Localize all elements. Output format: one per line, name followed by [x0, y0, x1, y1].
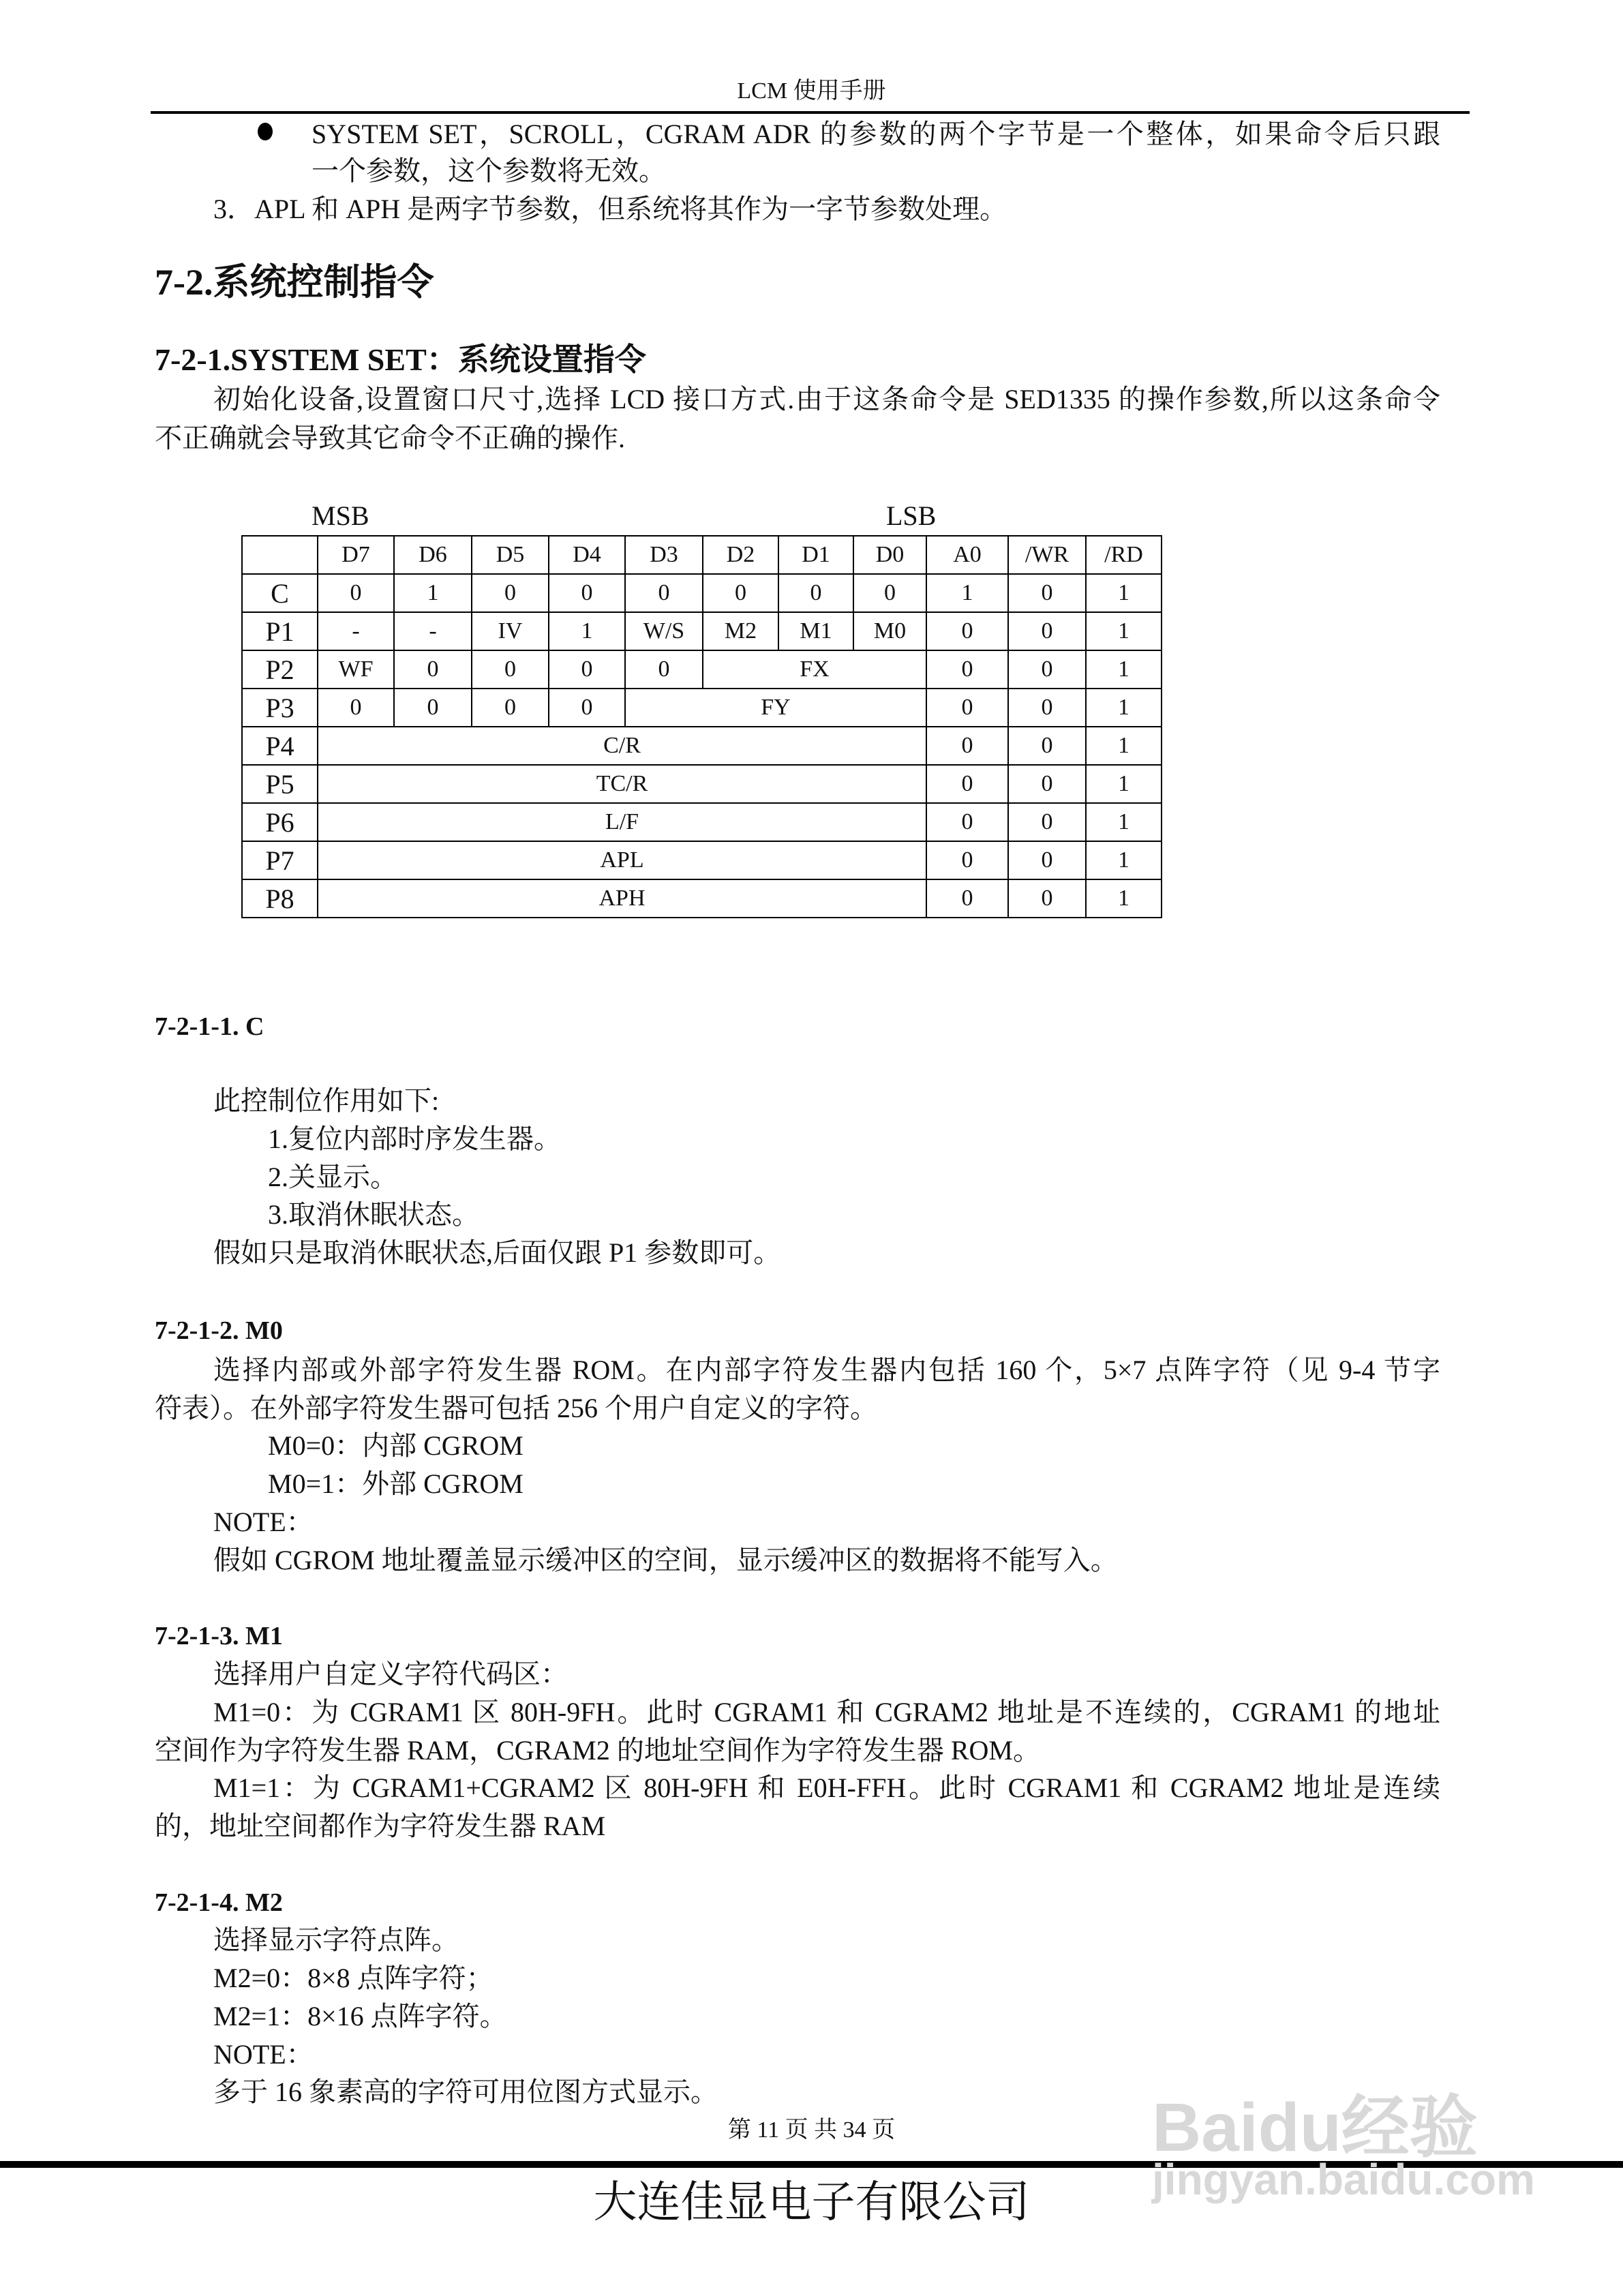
page-number: 第 11 页 共 34 页: [727, 2117, 896, 2143]
column-header: D6: [394, 536, 472, 574]
table-cell: APH: [318, 879, 926, 918]
row-label: P6: [242, 803, 318, 841]
m0-title: 7-2-1-2. M0: [155, 1316, 283, 1345]
table-cell: WF: [318, 650, 394, 689]
table-cell: -: [394, 612, 472, 650]
table-cell: 0: [472, 689, 549, 727]
table-cell: 0: [1008, 879, 1086, 918]
m1-intro: 选择用户自定义字符代码区：: [213, 1659, 568, 1689]
table-row: [242, 765, 1162, 803]
table-row: [242, 650, 1162, 689]
table-cell: FX: [703, 650, 926, 689]
column-header: D2: [703, 536, 778, 574]
table-cell: 0: [926, 689, 1008, 727]
table-cell: IV: [472, 612, 549, 650]
table-cell: 0: [1008, 612, 1086, 650]
header-rule: [151, 111, 1470, 114]
table-cell: 0: [926, 879, 1008, 918]
table-row: [242, 727, 1162, 765]
c-item-1: 1.复位内部时序发生器。: [268, 1123, 561, 1154]
table-cell: W/S: [625, 612, 703, 650]
table-cell: 0: [1008, 727, 1086, 765]
column-header: D0: [853, 536, 926, 574]
table-cell: 0: [472, 574, 549, 612]
column-header: /WR: [1008, 536, 1086, 574]
row-label: P8: [242, 879, 318, 918]
table-row: [242, 803, 1162, 841]
table-cell: 0: [318, 574, 394, 612]
row-label: P3: [242, 689, 318, 727]
m0-line1: 选择内部或外部字符发生器 ROM。在内部字符发生器内包括 160 个，5×7 点阵字符（见 9-4 节字: [213, 1355, 1440, 1385]
header-title: LCM 使用手册: [737, 78, 886, 104]
column-header: D1: [778, 536, 853, 574]
table-header-row: [242, 536, 1162, 574]
m0-line2: 符表）。在外部字符发生器可包括 256 个用户自定义的字符。: [155, 1393, 877, 1423]
column-header: /RD: [1086, 536, 1162, 574]
table-cell: 0: [1008, 841, 1086, 879]
table-cell: 0: [926, 650, 1008, 689]
column-header: D7: [318, 536, 394, 574]
bullet-icon: [258, 123, 273, 140]
table-cell: 0: [926, 727, 1008, 765]
table-cell: 1: [926, 574, 1008, 612]
watermark-logo: Baidu经验: [1152, 2089, 1478, 2166]
section-title: 7-2.系统控制指令: [155, 262, 434, 303]
bullet-text-line1: SYSTEM SET，SCROLL，CGRAM ADR 的参数的两个字节是一个整体，如果命令后只跟: [312, 119, 1440, 149]
m1-line4: 的，地址空间都作为字符发生器 RAM: [155, 1811, 606, 1841]
m0-note: 假如 CGROM 地址覆盖显示缓冲区的空间，显示缓冲区的数据将不能写入。: [213, 1545, 1118, 1575]
table-row: [242, 841, 1162, 879]
table-cell: 1: [1086, 727, 1162, 765]
table-cell: APL: [318, 841, 926, 879]
lsb-label: LSB: [886, 500, 937, 531]
table-cell: 0: [853, 574, 926, 612]
m2-option-0: M2=0：8×8 点阵字符；: [213, 1963, 494, 1993]
table-cell: 0: [549, 574, 625, 612]
subsection-title: 7-2-1.SYSTEM SET：系统设置指令: [155, 342, 646, 377]
table-cell: 0: [318, 689, 394, 727]
table-cell: M0: [853, 612, 926, 650]
bullet-text-line2: 一个参数，这个参数将无效。: [312, 155, 666, 186]
table-cell: M1: [778, 612, 853, 650]
table-cell: 0: [926, 841, 1008, 879]
table-cell: 1: [1086, 879, 1162, 918]
row-label: P4: [242, 727, 318, 765]
table-cell: 0: [625, 650, 703, 689]
watermark-url: jingyan.baidu.com: [1152, 2155, 1535, 2204]
table-cell: 1: [1086, 612, 1162, 650]
table-cell: 1: [1086, 841, 1162, 879]
table-cell: M2: [703, 612, 778, 650]
row-label: P1: [242, 612, 318, 650]
table-cell: -: [318, 612, 394, 650]
c-title: 7-2-1-1. C: [155, 1012, 264, 1041]
column-header: D5: [472, 536, 549, 574]
table-row: [242, 612, 1162, 650]
table-cell: 1: [394, 574, 472, 612]
table-cell: 0: [394, 689, 472, 727]
column-header: [242, 536, 318, 574]
table-cell: FY: [625, 689, 926, 727]
m2-note-label: NOTE：: [213, 2039, 314, 2070]
table-cell: 0: [703, 574, 778, 612]
table-cell: 0: [1008, 689, 1086, 727]
m2-note: 多于 16 象素高的字符可用位图方式显示。: [213, 2076, 718, 2107]
company-name: 大连佳显电子有限公司: [593, 2177, 1030, 2228]
table-row: [242, 689, 1162, 727]
m1-title: 7-2-1-3. M1: [155, 1622, 283, 1650]
row-label: C: [242, 574, 318, 612]
table-cell: 0: [549, 689, 625, 727]
table-cell: TC/R: [318, 765, 926, 803]
table-cell: 0: [1008, 574, 1086, 612]
m1-line2: 空间作为字符发生器 RAM，CGRAM2 的地址空间作为字符发生器 ROM。: [155, 1735, 1040, 1766]
list-item-3: 3．APL 和 APH 是两字节参数，但系统将其作为一字节参数处理。: [213, 194, 1007, 224]
m0-option-1: M0=1：外部 CGROM: [268, 1468, 524, 1499]
column-header: D3: [625, 536, 703, 574]
m2-intro: 选择显示字符点阵。: [213, 1924, 459, 1955]
table-cell: 0: [625, 574, 703, 612]
row-label: P2: [242, 650, 318, 689]
table-row: [242, 879, 1162, 918]
m0-note-label: NOTE：: [213, 1507, 314, 1537]
table-cell: C/R: [318, 727, 926, 765]
c-item-3: 3.取消休眠状态。: [268, 1199, 479, 1230]
row-label: P5: [242, 765, 318, 803]
table-cell: 0: [926, 612, 1008, 650]
table-cell: 0: [394, 650, 472, 689]
paragraph-line1: 初始化设备,设置窗口尺寸,选择 LCD 接口方式.由于这条命令是 SED1335 的操作参数,所以这条命令: [213, 384, 1440, 414]
msb-label: MSB: [312, 500, 369, 531]
paragraph-line2: 不正确就会导致其它命令不正确的操作.: [155, 423, 625, 453]
table-cell: 1: [1086, 765, 1162, 803]
table-cell: 0: [778, 574, 853, 612]
c-intro: 此控制位作用如下:: [213, 1085, 440, 1116]
table-cell: 1: [1086, 650, 1162, 689]
table-cell: 0: [549, 650, 625, 689]
table-cell: 1: [549, 612, 625, 650]
table-cell: 0: [1008, 650, 1086, 689]
m0-option-0: M0=0：内部 CGROM: [268, 1430, 524, 1461]
m2-title: 7-2-1-4. M2: [155, 1888, 283, 1917]
table-cell: 0: [1008, 803, 1086, 841]
table-cell: 0: [926, 803, 1008, 841]
row-label: P7: [242, 841, 318, 879]
m1-line1: M1=0：为 CGRAM1 区 80H-9FH。此时 CGRAM1 和 CGRAM2 地址是不连续的，CGRAM1 的地址: [213, 1697, 1440, 1727]
m1-line3: M1=1：为 CGRAM1+CGRAM2 区 80H-9FH 和 E0H-FFH。此时 CGRAM1 和 CGRAM2 地址是连续: [213, 1772, 1440, 1803]
table-cell: 1: [1086, 689, 1162, 727]
column-header: D4: [549, 536, 625, 574]
table-cell: 0: [926, 765, 1008, 803]
table-cell: 1: [1086, 574, 1162, 612]
register-table: [241, 535, 1162, 918]
table-cell: 1: [1086, 803, 1162, 841]
table-row: [242, 574, 1162, 612]
c-note: 假如只是取消休眠状态,后面仅跟 P1 参数即可。: [213, 1237, 781, 1268]
table-cell: L/F: [318, 803, 926, 841]
c-item-2: 2.关显示。: [268, 1162, 397, 1192]
table-cell: 0: [472, 650, 549, 689]
m2-option-1: M2=1：8×16 点阵字符。: [213, 2001, 507, 2031]
table-cell: 0: [1008, 765, 1086, 803]
column-header: A0: [926, 536, 1008, 574]
